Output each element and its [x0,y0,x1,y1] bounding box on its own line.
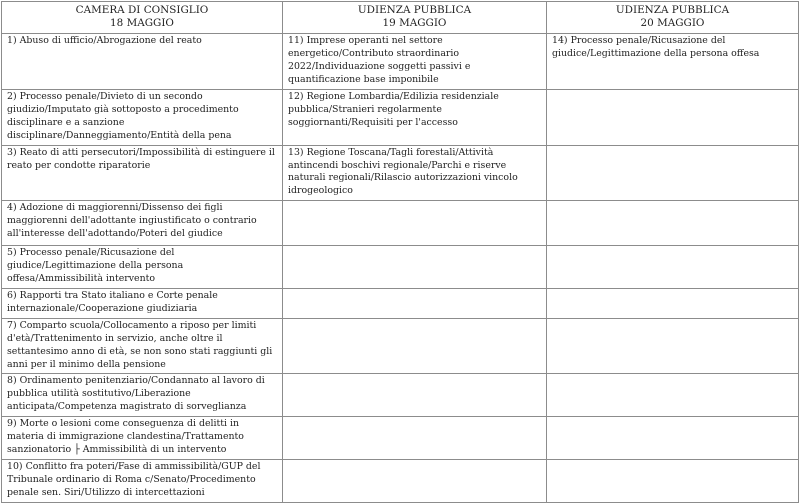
table-cell: 11) Imprese operanti nel settore energetico/Contributo straordinario 2022/Individuazione soggetti passivi e quantificazione base imponibile [283,34,547,90]
table-cell: 6) Rapporti tra Stato italiano e Corte penale internazionale/Cooperazione giudiziaria [2,289,283,319]
table-cell: 13) Regione Toscana/Tagli forestali/Attività antincendi boschivi regionale/Parchi e riserve naturali regionali/Rilascio autorizzazioni vincolo idrogeologico [283,145,547,201]
table-row [2,460,799,503]
table-cell [547,460,799,503]
table-cell [283,201,547,246]
table-cell: 8) Ordinamento penitenziario/Condannato al lavoro di pubblica utilità sostitutivo/Liberazione anticipata/Competenza magistrato di sorveglianza [2,374,283,417]
column-header-camera-di-consiglio [2,2,283,34]
column-date: 18 MAGGIO [110,17,174,30]
hearing-schedule-table [1,1,799,503]
table-cell [547,417,799,460]
table-row [2,374,799,417]
table-cell [283,460,547,503]
table-cell: 3) Reato di atti persecutori/Impossibilità di estinguere il reato per condotte riparatorie [2,145,283,201]
column-header-udienza-pubblica-19 [283,2,547,34]
table-cell: 5) Processo penale/Ricusazione del giudice/Legittimazione della persona offesa/Ammissibilità intervento [2,246,283,289]
table-row [2,90,799,146]
table-cell: 2) Processo penale/Divieto di un secondo giudizio/Imputato già sottoposto a procedimento disciplinare e a sanzione disciplinare/Danneggiamento/Entità della pena [2,90,283,146]
table-cell [283,246,547,289]
table-cell [547,145,799,201]
table-cell [283,289,547,319]
column-title: UDIENZA PUBBLICA [357,4,472,16]
table-cell [283,374,547,417]
table-cell [283,417,547,460]
table-cell: 12) Regione Lombardia/Edilizia residenziale pubblica/Stranieri regolarmente soggiornanti/Requisiti per l'accesso [283,90,547,146]
table-cell: 14) Processo penale/Ricusazione del giudice/Legittimazione della persona offesa [547,34,799,90]
table-cell: 10) Conflitto fra poteri/Fase di ammissibilità/GUP del Tribunale ordinario di Roma c/Senato/Procedimento penale sen. Siri/Utilizzo di intercettazioni [2,460,283,503]
table-cell [547,246,799,289]
header-row [2,2,799,34]
table-cell [547,374,799,417]
table-cell: 7) Comparto scuola/Collocamento a riposo per limiti d'età/Trattenimento in servizio, anche oltre il settantesimo anno di età, se non sono stati raggiunti gli anni per il minimo della pensione [2,318,283,374]
table-row [2,318,799,374]
table-row [2,201,799,246]
table-cell [547,318,799,374]
table-row [2,417,799,460]
table-row [2,246,799,289]
column-header-udienza-pubblica-20 [547,2,799,34]
table-cell: 4) Adozione di maggiorenni/Dissenso dei figli maggiorenni dell'adottante ingiustificato o contrario all'interesse dell'adottando/Poteri del giudice [2,201,283,246]
table-cell [547,289,799,319]
table-cell [547,90,799,146]
table-row [2,34,799,90]
table-cell: 1) Abuso di ufficio/Abrogazione del reato [2,34,283,90]
table-row [2,145,799,201]
column-title: UDIENZA PUBBLICA [615,4,730,16]
column-date: 19 MAGGIO [382,17,447,30]
column-date: 20 MAGGIO [640,17,705,30]
table-cell [547,201,799,246]
column-title: CAMERA DI CONSIGLIO [75,4,209,16]
table-cell [283,318,547,374]
table-row [2,289,799,319]
table-cell: 9) Morte o lesioni come conseguenza di delitti in materia di immigrazione clandestina/Trattamento sanzionatorio ├ Ammissibilità di un intervento [2,417,283,460]
